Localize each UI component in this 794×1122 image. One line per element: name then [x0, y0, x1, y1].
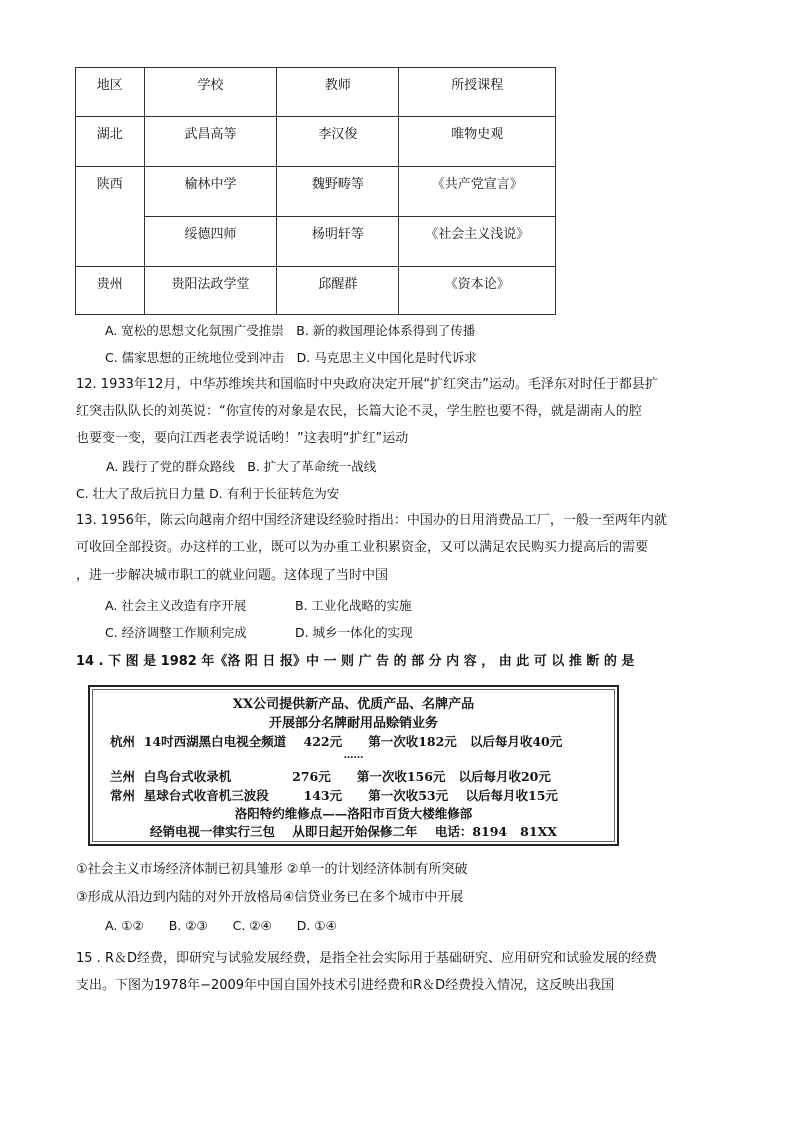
- q12-stem-line2: 红突击队队长的刘英说：“你宣传的对象是农民，长篇大论不灵，学生腔也要不得，就是湖南人的腔: [76, 404, 642, 419]
- teacher-course-table: [75, 67, 556, 315]
- q12-stem-line1: 12. 1933年12月，中华苏维埃共和国临时中央政府决定开展“扩红突击”运动。毛泽东对时任于都县扩: [76, 377, 658, 392]
- q12-stem-line3: 也要变一变，要向江西老表学说话哟！”这表明“扩红”运动: [76, 431, 409, 446]
- ad-item-changzhou: 常州 星球台式收音机三波段 143元 第一次收53元 以后每月收15元: [110, 788, 558, 803]
- header-teacher: 教师: [277, 68, 399, 117]
- q11-options-ab: A. 宽松的思想文化氛围广受推崇 B. 新的救国理论体系得到了传播: [105, 323, 476, 338]
- q13-stem-line2: 可收回全部投资。办这样的工业，既可以为办重工业积累资金，又可以满足农民购买力提高后的需要: [76, 540, 649, 555]
- cell-course: 《社会主义浅说》: [399, 217, 556, 267]
- newspaper-ad: [88, 685, 619, 846]
- header-course: 所授课程: [399, 68, 556, 117]
- table-header-row: [76, 68, 556, 117]
- ad-title: XX公司提供新产品、优质产品、名牌产品: [232, 697, 475, 712]
- cell-school: 榆林中学: [144, 167, 277, 217]
- ad-ellipsis: ……: [343, 750, 364, 761]
- q15-stem-line1: 15 . R＆D经费，即研究与试验发展经费，是指全社会实际用于基础研究、应用研究和试验发展的经费: [76, 951, 657, 966]
- ad-item-lanzhou: 兰州 白鸟台式收录机 276元 第一次收156元 以后每月收20元: [110, 769, 551, 784]
- cell-teacher: 邱醒群: [277, 267, 399, 315]
- cell-course: 《共产党宣言》: [399, 167, 556, 217]
- q14-options: A. ①② B. ②③ C. ②④ D. ①④: [105, 918, 337, 933]
- q13-option-d: D. 城乡一体化的实现: [295, 625, 413, 640]
- q12-options-cd: C. 壮大了敌后抗日力量 D. 有利于长征转危为安: [76, 486, 340, 501]
- q13-stem-line3: ，进一步解决城市职工的就业问题。这体现了当时中国: [76, 568, 389, 583]
- q13-stem-line1: 13. 1956年，陈云向越南介绍中国经济建设经验时指出：中国办的日用消费品工厂，一般一至两年内就: [76, 513, 667, 528]
- table-row: [76, 117, 556, 167]
- q14-stem: 14 . 下 图 是 1982 年《洛 阳 日 报》中 一 则 广 告 的 部 分 内 容 ， 由 此 可 以 推 断 的 是: [76, 654, 635, 669]
- q15-stem-line2: 支出。下图为1978年−2009年中国自国外技术引进经费和R＆D经费投入情况，这反映出我国: [76, 978, 615, 993]
- cell-school: 贵阳法政学堂: [144, 267, 277, 315]
- header-school: 学校: [144, 68, 277, 117]
- cell-course: 唯物史观: [399, 117, 556, 167]
- ad-repair-point: 洛阳特约维修点——洛阳市百货大楼维修部: [234, 806, 473, 821]
- q11-options-cd: C. 儒家思想的正统地位受到冲击 D. 马克思主义中国化是时代诉求: [105, 350, 477, 365]
- cell-school: 武昌高等: [144, 117, 277, 167]
- cell-teacher: 魏野畴等: [277, 167, 399, 217]
- q13-option-b: B. 工业化战略的实施: [295, 598, 412, 613]
- ad-subtitle: 开展部分名牌耐用品赊销业务: [268, 716, 438, 731]
- ad-item-hangzhou: 杭州 14吋西湖黑白电视全频道 422元 第一次收182元 以后每月收40元: [110, 734, 563, 749]
- table-row: [76, 267, 556, 315]
- cell-region: 贵州: [76, 267, 145, 315]
- q13-option-a: A. 社会主义改造有序开展: [105, 598, 247, 613]
- q14-statements-line2: ③形成从沿边到内陆的对外开放格局④信贷业务已在多个城市中开展: [76, 890, 464, 905]
- table-row: [76, 167, 556, 217]
- header-region: 地区: [76, 68, 145, 117]
- q14-statements-line1: ①社会主义市场经济体制已初具雏形 ②单一的计划经济体制有所突破: [76, 862, 468, 877]
- q12-options-ab: A. 践行了党的群众路线 B. 扩大了革命统一战线: [106, 459, 377, 474]
- cell-region: 陕西: [76, 167, 145, 267]
- cell-teacher: 李汉俊: [277, 117, 399, 167]
- table-row: [76, 217, 556, 267]
- ad-footer: 经销电视一律实行三包 从即日起开始保修二年 电话：8194 81XX: [150, 824, 557, 839]
- q13-option-c: C. 经济调整工作顺利完成: [105, 625, 247, 640]
- cell-region: 湖北: [76, 117, 145, 167]
- cell-teacher: 杨明轩等: [277, 217, 399, 267]
- cell-school: 绥德四师: [144, 217, 277, 267]
- cell-course: 《资本论》: [399, 267, 556, 315]
